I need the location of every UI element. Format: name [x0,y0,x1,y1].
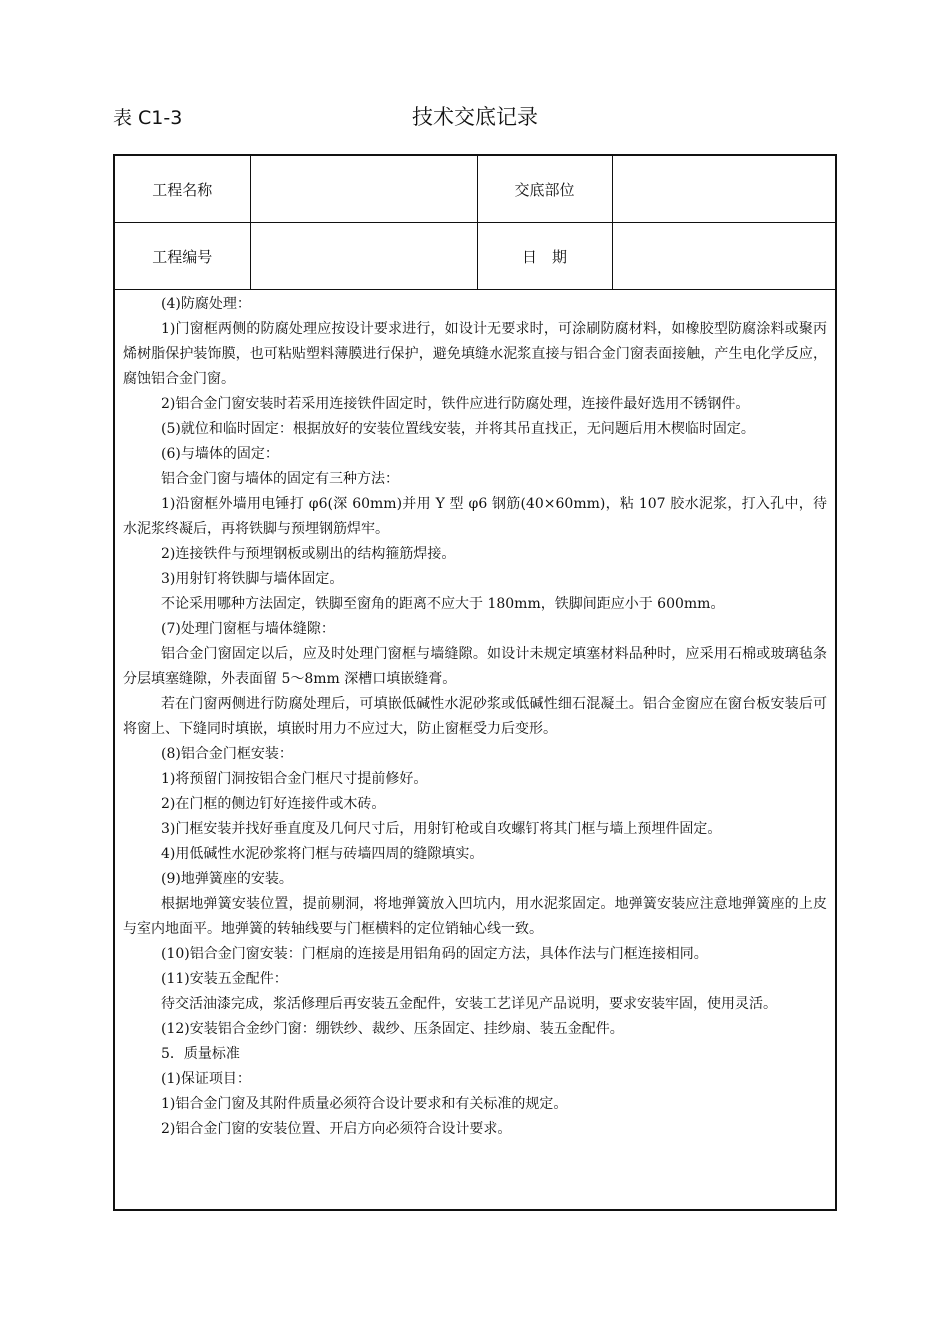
paragraph: 5．质量标准 [161,1046,240,1062]
paragraph: 4)用低碱性水泥砂浆将门框与砖墙四周的缝隙填实。 [161,846,484,862]
paragraph: (5)就位和临时固定：根据放好的安装位置线安装，并将其吊直找正，无问题后用木楔临时固定。 [161,421,755,437]
project-no-value[interactable] [250,223,477,290]
paragraph: 铝合金门窗固定以后，应及时处理门窗框与墙缝隙。如设计未规定填塞材料品种时，应采用石棉或玻璃毡条分层填塞缝隙，外表面留 5～8mm 深槽口填嵌缝膏。 [123,646,827,687]
paragraph: 1)沿窗框外墙用电锤打 φ6(深 60mm)并用 Y 型 φ6 钢筋(40×60mm)，粘 107 胶水泥浆，打入孔中，待水泥浆终凝后，再将铁脚与预埋钢筋焊牢。 [123,496,827,537]
section-value[interactable] [612,156,835,223]
paragraph: (1)保证项目： [161,1071,251,1087]
paragraph: 1)门窗框两侧的防腐处理应按设计要求进行，如设计无要求时，可涂刷防腐材料，如橡胶型防腐涂料或聚丙烯树脂保护装饰膜，也可粘贴塑料薄膜进行保护，避免填缝水泥浆直接与铝合金门窗表面接触，产生电化学反应，腐蚀铝合金门窗。 [123,321,827,387]
paragraph: 铝合金门窗与墙体的固定有三种方法： [161,471,399,487]
disclosure-content [115,290,835,1142]
paragraph: 1)铝合金门窗及其附件质量必须符合设计要求和有关标准的规定。 [161,1096,568,1112]
paragraph: 待交活油漆完成，浆活修理后再安装五金配件，安装工艺详见产品说明，要求安装牢固，使用灵活。 [161,996,777,1012]
paragraph: (9)地弹簧座的安装。 [161,871,293,887]
paragraph: 若在门窗两侧进行防腐处理后，可填嵌低碱性水泥砂浆或低碱性细石混凝土。铝合金窗应在窗台板安装后可将窗上、下缝同时填嵌，填嵌时用力不应过大，防止窗框受力后变形。 [123,696,827,737]
paragraph: 2)在门框的侧边钉好连接件或木砖。 [161,796,386,812]
paragraph: 2)铝合金门窗的安装位置、开启方向必须符合设计要求。 [161,1121,512,1137]
paragraph: 1)将预留门洞按铝合金门框尺寸提前修好。 [161,771,428,787]
project-name-label: 工程名称 [115,156,250,223]
form-code: 表 C1-3 [113,107,183,129]
section-label: 交底部位 [477,156,612,223]
paragraph: (4)防腐处理： [161,296,251,312]
paragraph: (8)铝合金门框安装： [161,746,293,762]
paragraph: 2)连接铁件与预埋钢板或剔出的结构箍筋焊接。 [161,546,456,562]
paragraph: 3)门框安装并找好垂直度及几何尺寸后，用射钉枪或自攻螺钉将其门框与墙上预埋件固定。 [161,821,722,837]
paragraph: 3)用射钉将铁脚与墙体固定。 [161,571,344,587]
paragraph: (10)铝合金门窗安装：门框扇的连接是用铝角码的固定方法，具体作法与门框连接相同。 [161,946,708,962]
date-value[interactable] [612,223,835,290]
info-table [115,156,835,290]
project-no-label: 工程编号 [115,223,250,290]
paragraph: (11)安装五金配件： [161,971,288,987]
paragraph: (6)与墙体的固定： [161,446,279,462]
date-label: 日 期 [477,223,612,290]
document-title: 技术交底记录 [412,105,538,129]
record-sheet [113,154,837,1211]
project-name-value[interactable] [250,156,477,223]
paragraph: (12)安装铝合金纱门窗：绷铁纱、裁纱、压条固定、挂纱扇、装五金配件。 [161,1021,624,1037]
paragraph: 根据地弹簧安装位置，提前剔洞，将地弹簧放入凹坑内，用水泥浆固定。地弹簧安装应注意地弹簧座的上皮与室内地面平。地弹簧的转轴线要与门框横料的定位销轴心线一致。 [123,896,827,937]
paragraph: (7)处理门窗框与墙体缝隙： [161,621,335,637]
paragraph: 2)铝合金门窗安装时若采用连接铁件固定时，铁件应进行防腐处理，连接件最好选用不锈钢件。 [161,396,750,412]
paragraph: 不论采用哪种方法固定，铁脚至窗角的距离不应大于 180mm，铁脚间距应小于 600mm。 [161,596,725,612]
